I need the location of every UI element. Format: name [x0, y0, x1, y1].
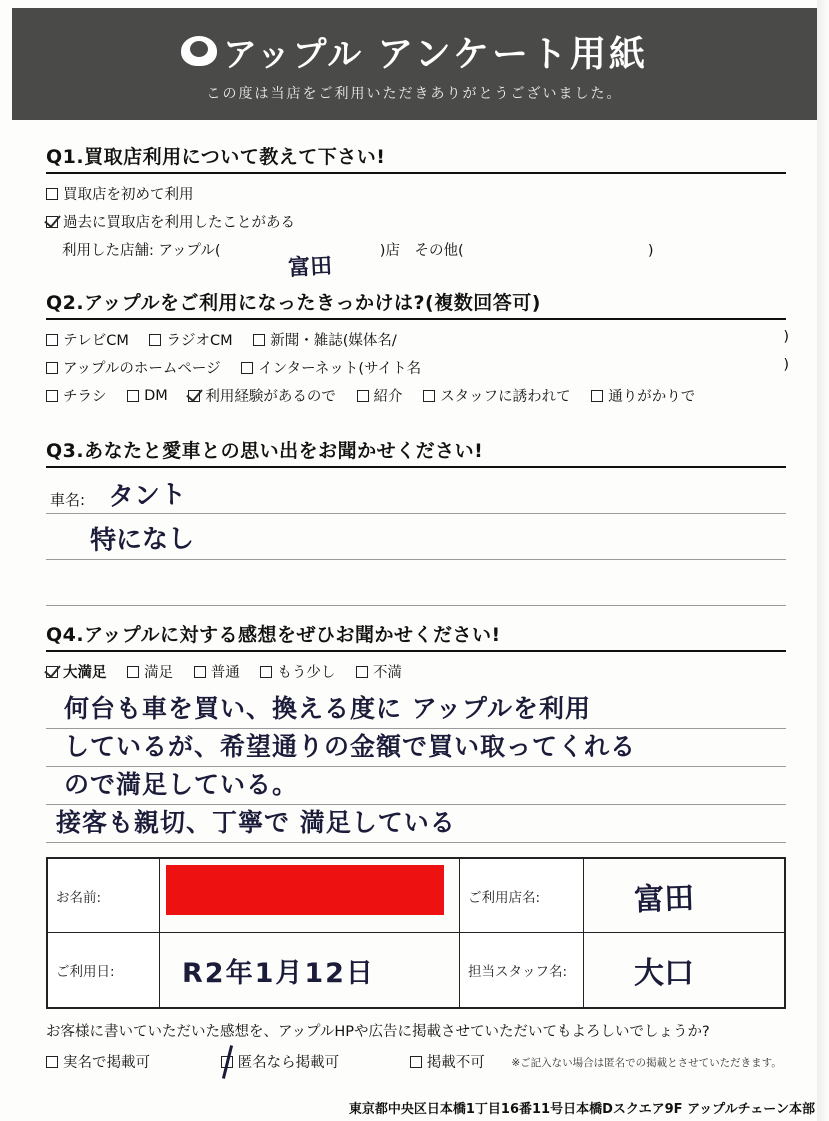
q2-option-press-label: 新聞・雑誌(媒体名/	[270, 333, 397, 349]
checkbox-icon[interactable]	[356, 666, 368, 678]
q4-line-2	[46, 766, 786, 767]
date-label-cell	[48, 933, 160, 1007]
q2-option-passing[interactable]	[591, 385, 695, 406]
consent-options	[46, 1051, 806, 1072]
checkbox-icon[interactable]	[46, 334, 58, 346]
q2-option-homepage-label: アップルのホームページ	[63, 361, 221, 377]
q2-row1-close: )	[783, 329, 789, 345]
q1-option-1[interactable]	[46, 211, 295, 232]
consent-option-anonymous-label: 匿名なら掲載可	[237, 1055, 340, 1071]
consent-option-no-publication[interactable]	[410, 1051, 485, 1072]
checkbox-icon[interactable]	[423, 390, 435, 402]
q2-option-staff[interactable]	[423, 385, 571, 406]
store-value-cell[interactable]	[584, 859, 786, 933]
q1-store-line	[62, 239, 829, 260]
question-4	[0, 620, 829, 892]
checkbox-checked-icon[interactable]	[188, 390, 200, 402]
brand-logo	[181, 27, 363, 76]
q2-option-dm-label: DM	[144, 387, 168, 404]
q3-car-label: 車名:	[50, 491, 86, 509]
checkbox-icon[interactable]	[241, 362, 253, 374]
q4-option-normal-label: 普通	[210, 665, 240, 681]
q2-option-referral-label: 紹介	[373, 389, 403, 405]
checkbox-icon[interactable]	[127, 666, 139, 678]
q3-memory-handwriting: 特になし	[89, 524, 195, 556]
checkbox-icon[interactable]	[127, 390, 139, 402]
q4-option-satisfied-label: 満足	[144, 665, 174, 681]
q2-option-staff-label: スタッフに誘われて	[440, 389, 571, 405]
staff-value-cell[interactable]	[584, 933, 786, 1007]
q2-option-experience[interactable]	[188, 385, 336, 406]
consent-option-real-name[interactable]	[46, 1051, 150, 1072]
q4-option-dissatisfied[interactable]	[356, 661, 402, 682]
q4-line-4	[46, 842, 786, 843]
checkbox-icon[interactable]	[46, 390, 58, 402]
q1-option-row-1	[46, 183, 829, 204]
q1-divider	[46, 172, 786, 174]
consent-option-real-name-label: 実名で掲載可	[63, 1055, 150, 1071]
consent-question: お客様に書いていただいた感想を、アップルHPや広告に掲載させていただいてもよろしいでしょうか?	[46, 1024, 710, 1040]
q3-answer-area[interactable]	[0, 481, 829, 621]
q1-options	[46, 183, 829, 232]
q4-option-a-little-more-label: もう少し	[277, 665, 336, 681]
consent-option-anonymous[interactable]	[221, 1051, 340, 1072]
q2-option-tv-label: テレビCM	[63, 333, 129, 349]
q4-option-satisfied[interactable]	[127, 661, 173, 682]
q4-option-dissatisfied-label: 不満	[372, 665, 402, 681]
q1-option-0-label: 買取店を初めて利用	[63, 187, 194, 203]
q2-option-row-2	[46, 357, 829, 378]
q2-options	[46, 329, 829, 406]
name-label: お名前:	[56, 889, 102, 906]
date-value: R2年1月12日	[182, 957, 375, 989]
consent-note: ※ご記入ない場合は匿名での掲載とさせていただきます。	[511, 1056, 782, 1069]
q4-comment-line-1: 何台も車を買い、換える度に アップルを利用	[64, 694, 591, 723]
q4-comment-line-4: 接客も親切、丁寧で 満足している	[56, 808, 456, 837]
checkbox-checked-icon[interactable]	[46, 216, 58, 228]
store-label-cell	[460, 859, 584, 933]
page-header	[12, 8, 817, 120]
q2-option-dm[interactable]	[127, 388, 168, 404]
checkbox-icon[interactable]	[253, 334, 265, 346]
q3-car-handwriting: タント	[107, 479, 187, 513]
checkbox-icon[interactable]	[149, 334, 161, 346]
checkbox-icon[interactable]	[194, 666, 206, 678]
q2-option-passing-label: 通りがかりで	[608, 389, 696, 405]
date-value-cell[interactable]	[160, 933, 460, 1007]
q4-option-normal[interactable]	[194, 661, 240, 682]
name-label-cell	[48, 859, 160, 933]
q2-option-homepage[interactable]	[46, 357, 221, 378]
checkbox-icon[interactable]	[591, 390, 603, 402]
q1-store-handwriting: 富田	[287, 253, 333, 282]
staff-label-cell	[460, 933, 584, 1007]
footer-address: 東京都中央区日本橋1丁目16番11号日本橋Dスクエア9F アップルチェーン本部	[348, 1102, 815, 1117]
q2-option-experience-label: 利用経験があるので	[205, 389, 336, 405]
q1-option-0[interactable]	[46, 183, 194, 204]
publication-consent	[46, 1020, 806, 1072]
q1-store-suffix: )	[647, 243, 654, 259]
q1-option-row-2	[46, 211, 829, 232]
date-label: ご利用日:	[56, 964, 115, 980]
q4-option-a-little-more[interactable]	[260, 661, 335, 682]
question-3	[0, 436, 829, 621]
checkbox-icon[interactable]	[410, 1056, 422, 1068]
respondent-details-table	[46, 857, 786, 1009]
q4-option-very-satisfied[interactable]	[46, 661, 107, 682]
paper-edge-shadow	[817, 0, 829, 1121]
header-subtitle: この度は当店をご利用いただきありがとうございました。	[206, 85, 623, 102]
q2-option-tv[interactable]	[46, 329, 129, 350]
q4-divider	[46, 650, 786, 652]
q4-comment-line-3: ので満足している。	[64, 770, 299, 799]
q2-option-flyer-label: チラシ	[63, 389, 107, 405]
apple-logo-icon	[181, 36, 217, 66]
q2-option-row-3	[46, 385, 829, 406]
q4-line-3	[46, 804, 786, 805]
q2-option-row-1	[46, 329, 829, 350]
checkbox-icon[interactable]	[46, 188, 58, 200]
header-row	[181, 26, 648, 77]
q4-options	[46, 661, 829, 682]
q4-title: Q4.アップルに対する感想をぜひお聞かせください!	[46, 624, 501, 646]
q1-title: Q1.買取店利用について教えて下さい!	[46, 146, 386, 168]
q2-option-internet-label: インターネット(サイト名	[258, 361, 422, 377]
question-2	[0, 288, 829, 413]
q3-line-2	[46, 559, 786, 560]
brand-name: アップル	[222, 34, 364, 75]
q2-option-flyer[interactable]	[46, 385, 107, 406]
name-value-cell[interactable]	[160, 859, 460, 933]
checkbox-checked-icon[interactable]	[46, 666, 58, 678]
question-1	[0, 142, 829, 282]
staff-value: 大口	[634, 956, 694, 991]
q3-title: Q3.あなたと愛車との思い出をお聞かせください!	[46, 440, 484, 462]
q2-title: Q2.アップルをご利用になったきっかけは?(複数回答可)	[46, 292, 541, 314]
consent-option-no-publication-label: 掲載不可	[426, 1055, 485, 1071]
store-label: ご利用店名:	[468, 889, 541, 906]
q3-divider	[46, 466, 786, 468]
q2-option-internet[interactable]	[241, 357, 421, 378]
q1-store-prefix: 利用した店舗: アップル(	[62, 243, 221, 259]
q3-line-1	[46, 513, 786, 514]
checkbox-icon[interactable]	[357, 390, 369, 402]
q2-option-referral[interactable]	[357, 385, 403, 406]
store-value: 富田	[633, 880, 695, 918]
staff-label: 担当スタッフ名:	[468, 964, 568, 980]
checkbox-icon[interactable]	[260, 666, 272, 678]
page-title: アンケート用紙	[377, 33, 649, 75]
q3-line-3	[46, 605, 786, 606]
q2-option-radio[interactable]	[149, 329, 232, 350]
q2-option-radio-label: ラジオCM	[166, 333, 233, 349]
q2-divider	[46, 318, 786, 320]
q1-option-1-label: 過去に買取店を利用したことがある	[63, 215, 295, 231]
q2-row2-close: )	[783, 357, 789, 373]
q4-option-very-satisfied-label: 大満足	[63, 665, 107, 681]
redaction-block	[166, 865, 444, 915]
checkbox-icon[interactable]	[46, 1056, 58, 1068]
q1-store-mid: )店 その他(	[379, 243, 464, 259]
q2-option-press[interactable]	[253, 329, 397, 350]
checkbox-icon[interactable]	[46, 362, 58, 374]
q4-comment-line-2: しているが、希望通りの金額で買い取ってくれる	[64, 732, 637, 761]
q4-line-1	[46, 728, 786, 729]
